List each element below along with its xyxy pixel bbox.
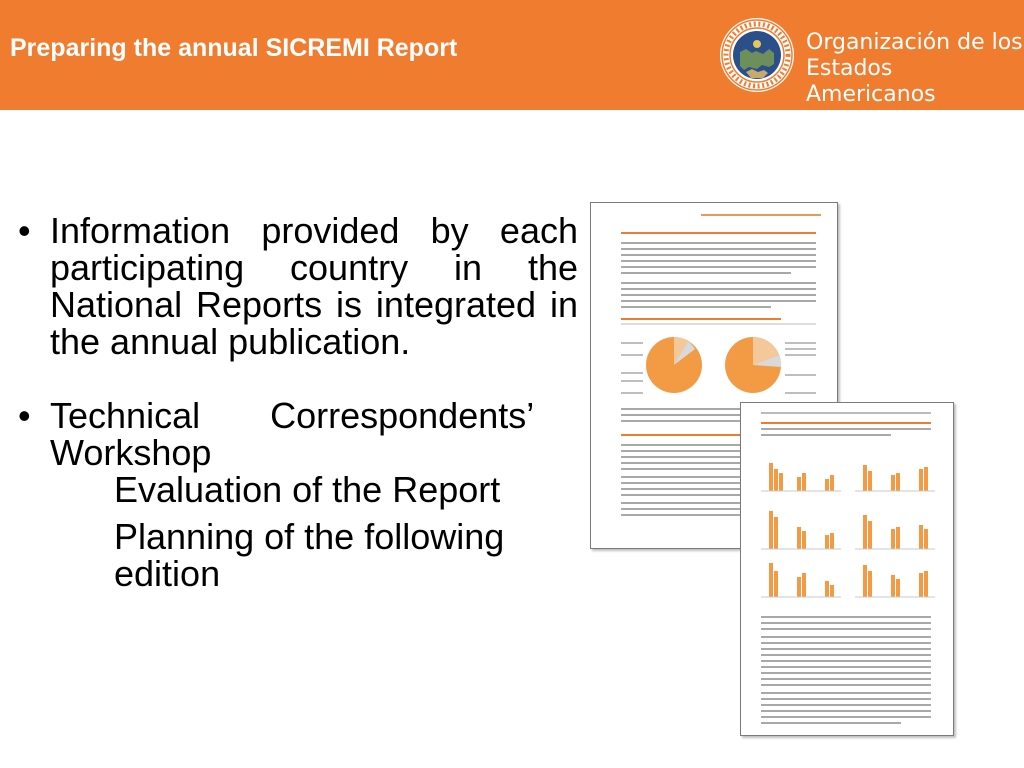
report-page-icon [741, 403, 953, 735]
oas-seal-icon [718, 16, 796, 94]
bullet-information [18, 212, 578, 360]
bullet-workshop [18, 397, 578, 471]
bullet-workshop-word-correspondents: Correspondents’ [270, 395, 535, 436]
report-page-thumbnail [740, 402, 954, 736]
org-name-line1: Organización de los [806, 30, 1023, 55]
header-bar [0, 0, 1024, 110]
slide-title: Preparing the annual SICREMI Report [10, 34, 458, 62]
org-name [806, 30, 1024, 108]
bullet-dot: • [18, 210, 31, 251]
bullet-workshop-word-technical: Technical [50, 395, 201, 436]
bullet-information-text: Information provided by each participating country in the National Reports is integrated in the annual publication. [50, 210, 578, 362]
bullet-workshop-word-workshop: Workshop [50, 432, 212, 473]
sub-item-planning: Planning of the following edition [114, 516, 505, 594]
org-name-line2: Estados Americanos [806, 56, 936, 107]
sub-item-evaluation: Evaluation of the Report [114, 469, 501, 510]
slide-content [18, 212, 578, 592]
bullet-dot: • [18, 395, 31, 436]
